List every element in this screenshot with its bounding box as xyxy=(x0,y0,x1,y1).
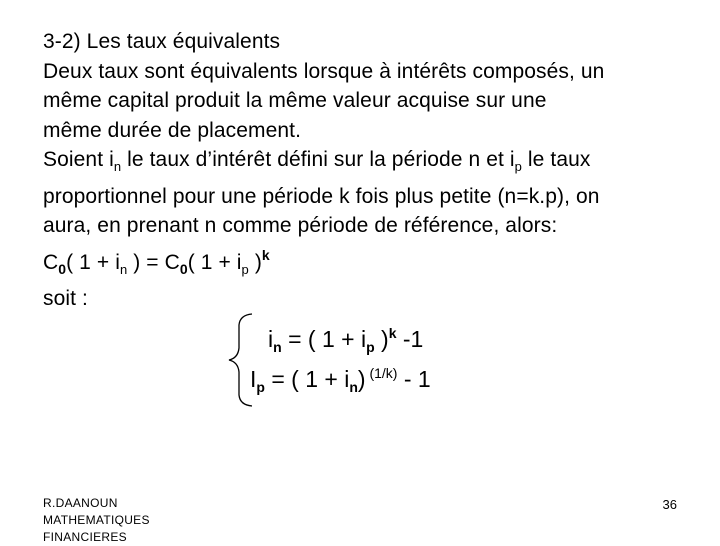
equation-in: $i_n$ = ( $1 + i_p$ )$^k$ -1 xyxy=(268,325,424,355)
footer-author-line: FINANCIERES xyxy=(43,530,127,544)
footer-author-line: MATHEMATIQUES xyxy=(43,513,150,527)
section-heading: 3-2) Les taux équivalents xyxy=(43,30,281,53)
page-number: 36 xyxy=(662,497,677,512)
definition-line-3: même durée de placement. xyxy=(43,118,302,142)
equation-system xyxy=(228,313,528,407)
definition-line-1: Deux taux sont équivalents lorsque à intérêts composés, un xyxy=(43,59,605,83)
footer-author xyxy=(43,495,150,546)
explanation-line-1: proportionnel pour une période k fois plus petite (n=k.p), on xyxy=(43,184,600,208)
explanation-line-2: aura, en prenant n comme période de référence, alors: xyxy=(43,214,558,237)
equation-ip: $I_p$ = ( $1 + i_n$) $^{(1/k)}$ - 1 xyxy=(250,365,431,395)
footer-author-line: R.DAANOUN xyxy=(43,496,118,510)
equivalence-formula: $C_0$( $1 + i_n$ ) = $C_0$( $1 + i_p$ )$^k$ xyxy=(43,246,270,277)
definition-line-2: même capital produit la même valeur acquise sur une xyxy=(43,89,547,112)
soit-line: soit : xyxy=(43,287,88,310)
slide-body xyxy=(43,27,693,314)
soient-line: Soient $i_n$ le taux d’intérêt défini sur la période n et $i_p$ le taux xyxy=(43,148,591,174)
